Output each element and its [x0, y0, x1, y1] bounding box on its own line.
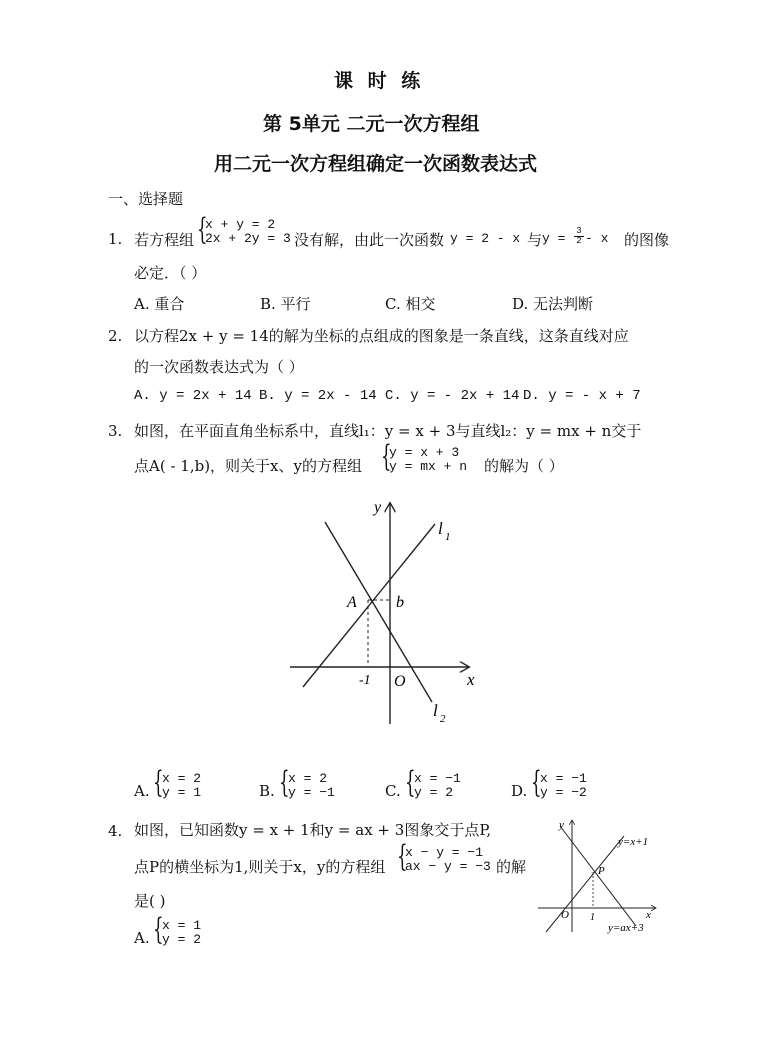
question-number: 3.	[108, 422, 123, 440]
line-y-x-plus-1	[546, 836, 624, 932]
brace-icon: {	[279, 765, 290, 800]
l2-subscript: 2	[440, 713, 446, 725]
section-heading: 一、选择题	[108, 190, 184, 208]
point-a-label: A	[347, 594, 357, 611]
q4-line-1: 如图，已知函数y = x + 1和y = ax + 3图象交于点P,	[134, 821, 492, 839]
q1-function-2-left: y =	[542, 231, 566, 246]
q4-graph	[532, 814, 668, 940]
y-axis-label: y	[374, 499, 382, 516]
l1-subscript: 1	[445, 531, 451, 543]
q4-line-3: 是( )	[134, 892, 166, 910]
option-b[interactable]: B. y = 2x - 14	[259, 388, 377, 404]
q3-line-2b: 的解为（ ）	[484, 457, 564, 475]
point-p-label: P	[598, 865, 605, 877]
y-axis-label: y	[559, 819, 564, 831]
line-l1	[303, 524, 435, 687]
brace-icon: {	[197, 212, 208, 247]
brace-icon: {	[153, 765, 164, 800]
q1-system	[205, 218, 291, 246]
equation-row: y = x + 3	[389, 445, 460, 460]
l1-label: l	[438, 519, 443, 538]
option-a[interactable]: A. 重合	[134, 295, 185, 313]
q2-line-1: 以方程2x + y = 14的解为坐标的点组成的图象是一条直线，这条直线对应	[134, 327, 629, 345]
q3-line-1: 如图，在平面直角坐标系中，直线l₁：y = x + 3与直线l₂：y = mx + n交于	[134, 422, 642, 440]
x-axis-label: x	[467, 670, 475, 689]
q3-line-2a: 点A( - 1,b)，则关于x、y的方程组	[134, 457, 362, 475]
line-l2	[325, 522, 432, 702]
q1-text-a: 若方程组	[134, 231, 195, 249]
line-2-label: y=ax+3	[608, 922, 644, 934]
q1-function-1: y = 2 - x	[450, 231, 521, 246]
q2-line-2: 的一次函数表达式为（ ）	[134, 358, 304, 376]
fraction: $\frac{3}{2}$	[574, 227, 584, 246]
brace-icon: {	[153, 912, 164, 947]
brace-icon: {	[381, 439, 392, 474]
q1-line-2: 必定．（ ）	[134, 264, 207, 282]
option-a[interactable]: A. y = 2x + 14	[134, 388, 252, 404]
equation-row: y = mx + n	[389, 459, 468, 474]
q4-line-2b: 的解	[496, 858, 527, 876]
option-b[interactable]: B. 平行	[260, 295, 311, 313]
option-d[interactable]: D. 无法判断	[512, 295, 594, 313]
equation-row: ax − y = −3	[405, 859, 491, 874]
page-title: 课 时 练	[334, 70, 425, 92]
x-axis-label: x	[646, 909, 651, 921]
equation-row: x − y = −1	[405, 845, 484, 860]
question-number: 4.	[108, 822, 123, 840]
q4-system	[405, 846, 491, 874]
q1-function-2-right: - x	[585, 231, 609, 246]
q1-text-b: 没有解，由此一次函数	[294, 231, 445, 249]
b-label: b	[396, 594, 404, 611]
q1-text-c: 的图像	[624, 231, 670, 249]
line-1-label: y=x+1	[618, 836, 649, 848]
question-number: 2.	[108, 327, 123, 345]
equation-row: 2x + 2y = 3	[205, 231, 291, 246]
brace-icon: {	[405, 765, 416, 800]
origin-label: O	[561, 909, 569, 921]
brace-icon: {	[531, 765, 542, 800]
option-c[interactable]: C. 相交	[385, 295, 436, 313]
q1-and: 与	[527, 231, 543, 249]
brace-icon: {	[397, 839, 408, 874]
equation-row: x + y = 2	[205, 217, 276, 232]
q3-system	[389, 446, 467, 474]
option-c[interactable]: C. y = - 2x + 14	[385, 388, 520, 404]
origin-label: O	[394, 673, 406, 690]
one-label: 1	[590, 912, 595, 923]
question-number: 1.	[108, 230, 123, 248]
q4-line-2a: 点P的横坐标为1,则关于x，y的方程组	[134, 858, 386, 876]
q3-graph	[285, 492, 485, 732]
lesson-title: 用二元一次方程组确定一次函数表达式	[214, 153, 538, 175]
unit-title: 第 5单元 二元一次方程组	[263, 113, 480, 135]
neg-one-label: -1	[359, 673, 371, 688]
option-d[interactable]: D. y = - x + 7	[523, 388, 641, 404]
l2-label: l	[433, 701, 438, 720]
